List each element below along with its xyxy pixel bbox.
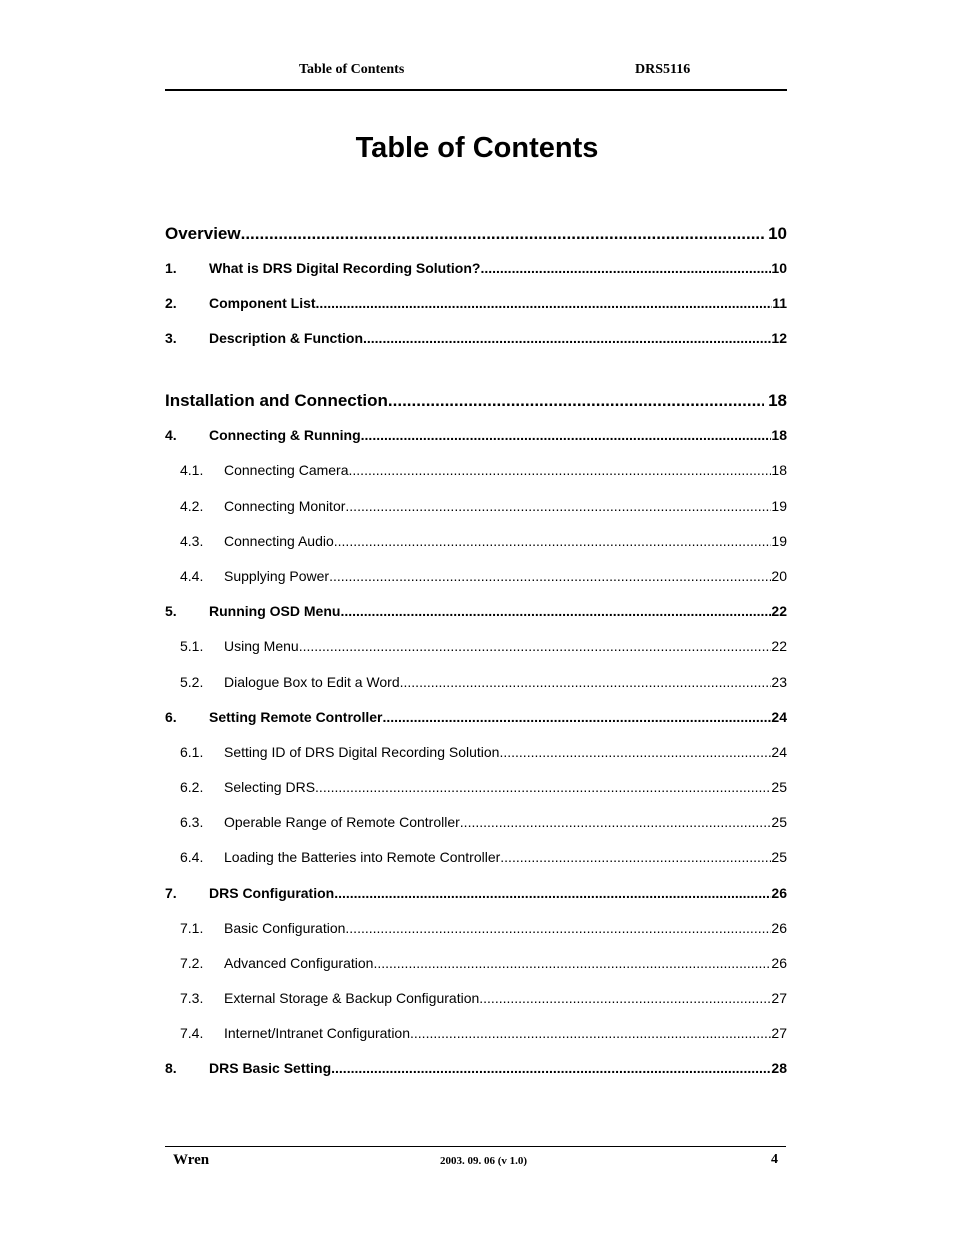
toc-entry-label: Basic Configuration xyxy=(224,920,346,936)
toc-entry-page: 27 xyxy=(771,1025,787,1041)
footer-company: Wren xyxy=(173,1152,210,1168)
toc-entry-label: Supplying Power xyxy=(224,568,330,584)
toc-entry[interactable] xyxy=(165,603,787,619)
toc-dot-leader xyxy=(334,885,771,901)
toc-entry-number: 4.4. xyxy=(180,568,204,584)
toc-entry-page: 26 xyxy=(771,920,787,936)
toc-entry-page: 26 xyxy=(771,885,787,901)
toc-dot-leader xyxy=(382,709,771,725)
toc-dot-leader xyxy=(340,603,771,619)
toc-dot-leader xyxy=(331,1060,771,1076)
toc-entry-number: 4.1. xyxy=(180,462,204,478)
toc-entry-number: 6.2. xyxy=(180,779,204,795)
toc-dot-leader xyxy=(334,533,772,549)
toc-dot-leader xyxy=(241,224,764,244)
toc-entry-label: Installation and Connection xyxy=(165,391,388,410)
toc-entry-page: 19 xyxy=(771,533,787,549)
toc-entry-page: 23 xyxy=(771,674,787,690)
toc-entry[interactable] xyxy=(165,427,787,443)
toc-entry[interactable] xyxy=(180,955,787,971)
toc-entry-page: 22 xyxy=(771,638,787,654)
toc-entry-label: Internet/Intranet Configuration xyxy=(224,1025,411,1041)
toc-entry-page: 26 xyxy=(771,955,787,971)
toc-entry[interactable] xyxy=(180,533,787,549)
toc-entry[interactable] xyxy=(180,849,787,865)
toc-entry-number: 6.1. xyxy=(180,744,204,760)
toc-entry-number: 7.1. xyxy=(180,920,204,936)
toc-entry-number: 4.3. xyxy=(180,533,204,549)
toc-entry-page: 18 xyxy=(771,427,787,443)
toc-entry-number: 6.3. xyxy=(180,814,204,830)
footer-page-number: 4 xyxy=(771,1152,778,1167)
toc-entry-page: 24 xyxy=(771,709,787,725)
toc-entry[interactable] xyxy=(180,568,787,584)
toc-entry-page: 24 xyxy=(771,744,787,760)
toc-entry-page: 22 xyxy=(771,603,787,619)
toc-dot-leader xyxy=(316,295,773,311)
toc-entry-label: Using Menu xyxy=(224,638,299,654)
toc-entry-number: 4. xyxy=(165,427,177,443)
toc-entry-page: 18 xyxy=(771,462,787,478)
toc-entry-number: 7.3. xyxy=(180,990,204,1006)
toc-entry-label: Connecting Monitor xyxy=(224,498,346,514)
header-section-title: Table of Contents xyxy=(299,62,405,77)
toc-dot-leader xyxy=(479,990,771,1006)
toc-entry[interactable] xyxy=(165,1060,787,1076)
toc-entry-label: Dialogue Box to Edit a Word xyxy=(224,674,400,690)
toc-entry-page: 10 xyxy=(771,260,787,276)
toc-entry-number: 5.1. xyxy=(180,638,204,654)
header-model-name: DRS5116 xyxy=(635,62,691,77)
toc-dot-leader xyxy=(499,744,771,760)
toc-entry-label: Connecting Audio xyxy=(224,533,334,549)
toc-entry-number: 2. xyxy=(165,295,177,311)
toc-dot-leader xyxy=(299,638,772,654)
toc-dot-leader xyxy=(345,920,771,936)
toc-dot-leader xyxy=(345,498,771,514)
toc-dot-leader xyxy=(460,814,772,830)
toc-entry-number: 4.2. xyxy=(180,498,204,514)
toc-entry-label: Running OSD Menu xyxy=(209,603,341,619)
toc-entry-page: 12 xyxy=(771,330,787,346)
toc-entry-number: 7.2. xyxy=(180,955,204,971)
toc-dot-leader xyxy=(388,391,764,411)
toc-entry-page: 25 xyxy=(771,849,787,865)
toc-entry-number: 5.2. xyxy=(180,674,204,690)
toc-entry-number: 7.4. xyxy=(180,1025,204,1041)
toc-dot-leader xyxy=(373,955,771,971)
toc-entry-number: 7. xyxy=(165,885,177,901)
toc-entry[interactable] xyxy=(180,462,787,478)
toc-entry-label: Description & Function xyxy=(209,330,363,346)
toc-entry[interactable] xyxy=(180,498,787,514)
toc-entry-number: 5. xyxy=(165,603,177,619)
toc-entry[interactable] xyxy=(165,295,787,311)
toc-entry-label: Selecting DRS xyxy=(224,779,316,795)
toc-entry[interactable] xyxy=(165,260,787,276)
toc-entry-label: Connecting & Running xyxy=(209,427,361,443)
toc-dot-leader xyxy=(400,674,772,690)
toc-entry-label: External Storage & Backup Configuration xyxy=(224,990,480,1006)
toc-entry-page: 27 xyxy=(771,990,787,1006)
toc-entry-page: 11 xyxy=(772,295,787,311)
toc-entry-number: 6.4. xyxy=(180,849,204,865)
toc-entry-page: 25 xyxy=(771,779,787,795)
toc-entry[interactable] xyxy=(165,885,787,901)
toc-entry[interactable] xyxy=(180,674,787,690)
toc-dot-leader xyxy=(349,462,772,478)
toc-entry-label: What is DRS Digital Recording Solution? xyxy=(209,260,481,276)
toc-dot-leader xyxy=(480,260,771,276)
toc-entry[interactable] xyxy=(165,330,787,346)
toc-entry-number: 8. xyxy=(165,1060,177,1076)
toc-dot-leader xyxy=(329,568,771,584)
toc-entry[interactable] xyxy=(180,779,787,795)
toc-entry-label: Setting Remote Controller xyxy=(209,709,383,725)
toc-entry-page: 10 xyxy=(768,224,787,243)
toc-dot-leader xyxy=(315,779,771,795)
toc-entry-number: 3. xyxy=(165,330,177,346)
toc-dot-leader xyxy=(363,330,771,346)
page-footer xyxy=(165,1146,786,1177)
toc-entry[interactable] xyxy=(165,224,787,244)
toc-entry-label: Setting ID of DRS Digital Recording Solution xyxy=(224,744,500,760)
toc-entry[interactable] xyxy=(165,709,787,725)
toc-entry-label: Operable Range of Remote Controller xyxy=(224,814,460,830)
toc-dot-leader xyxy=(361,427,772,443)
toc-entry[interactable] xyxy=(165,391,787,411)
toc-entry-label: Loading the Batteries into Remote Controller xyxy=(224,849,501,865)
toc-entry-label: Connecting Camera xyxy=(224,462,349,478)
toc-entry-page: 20 xyxy=(771,568,787,584)
footer-date-version: 2003. 09. 06 (v 1.0) xyxy=(440,1155,528,1167)
page-title: Table of Contents xyxy=(355,132,599,164)
toc-entry-label: DRS Basic Setting xyxy=(209,1060,332,1076)
toc-entry[interactable] xyxy=(180,990,787,1006)
toc-entry-label: Advanced Configuration xyxy=(224,955,374,971)
toc-entry-number: 6. xyxy=(165,709,177,725)
toc-entry[interactable] xyxy=(180,638,787,654)
toc-entry-label: DRS Configuration xyxy=(209,885,335,901)
toc-dot-leader xyxy=(410,1025,771,1041)
toc-entry-label: Overview xyxy=(165,224,241,243)
toc-dot-leader xyxy=(500,849,771,865)
toc-entry-page: 18 xyxy=(768,391,787,410)
toc-entry[interactable] xyxy=(180,1025,787,1041)
toc-entry-page: 25 xyxy=(771,814,787,830)
toc-entry[interactable] xyxy=(180,814,787,830)
toc-entry[interactable] xyxy=(180,744,787,760)
page-header xyxy=(165,62,787,91)
toc-entry-number: 1. xyxy=(165,260,177,276)
toc-entry[interactable] xyxy=(180,920,787,936)
toc-entry-page: 19 xyxy=(771,498,787,514)
toc-entry-label: Component List xyxy=(209,295,316,311)
toc-entry-page: 28 xyxy=(771,1060,787,1076)
